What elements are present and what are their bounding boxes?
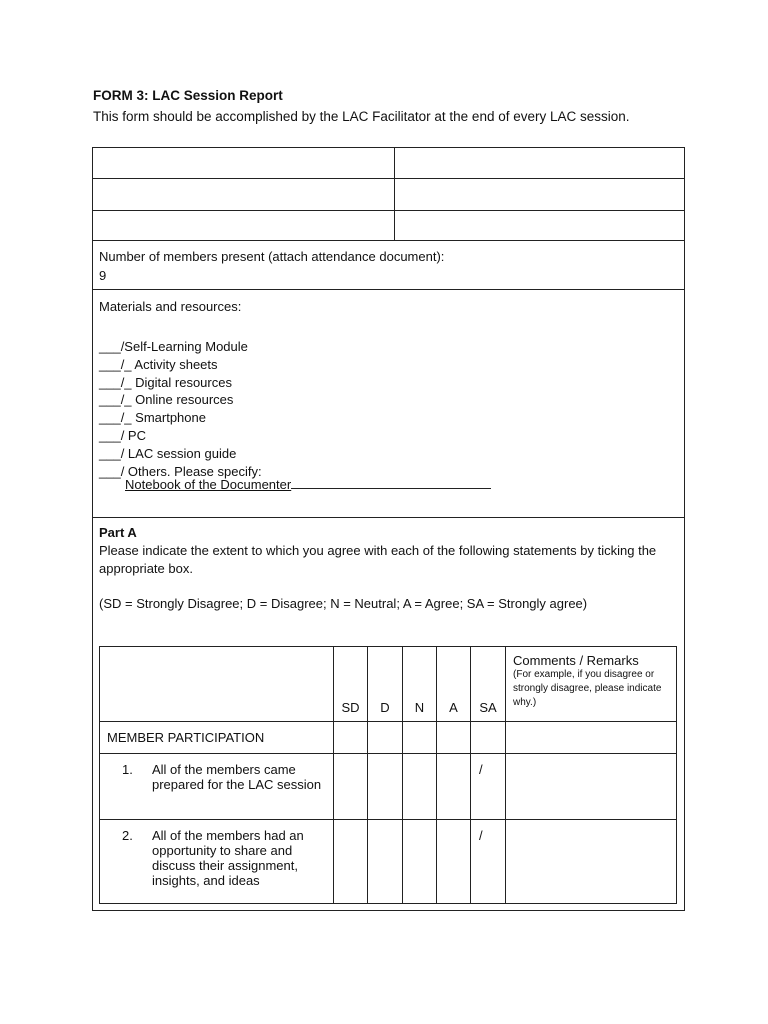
materials-checklist [99, 338, 262, 480]
form-title: FORM 3: LAC Session Report [93, 88, 283, 103]
checklist-item[interactable]: ___/ PC [99, 427, 146, 443]
statement-cell [100, 754, 334, 820]
rating-cell[interactable] [368, 722, 403, 754]
table-header-row [100, 647, 677, 722]
tick-mark: / [479, 762, 483, 777]
table-row [100, 820, 677, 904]
blank-field-1a[interactable] [93, 148, 393, 178]
row-divider [93, 289, 684, 290]
checklist-item[interactable]: ___/_ Activity sheets [99, 356, 218, 372]
part-a-title: Part A [99, 525, 137, 540]
scale-header-a: A [437, 647, 471, 722]
others-specify-value: Notebook of the Documenter [125, 477, 292, 492]
checklist-item[interactable]: ___/_ Online resources [99, 392, 234, 408]
members-label: Number of members present (attach attendance document): [99, 249, 445, 264]
members-count: 9 [99, 268, 107, 283]
statement-text: All of the members came prepared for the LAC session [152, 762, 322, 792]
specify-underline [291, 477, 491, 489]
comments-note: (For example, if you disagree or strongly disagree, please indicate why.) [513, 669, 662, 708]
form-subtitle: This form should be accomplished by the LAC Facilitator at the end of every LAC session. [93, 109, 630, 124]
comments-header [506, 647, 677, 722]
rating-cell[interactable] [437, 722, 471, 754]
blank-field-2b[interactable] [395, 179, 683, 209]
scale-header-sd: SD [334, 647, 368, 722]
checklist-item[interactable]: ___/Self-Learning Module [99, 339, 248, 354]
rating-cell-sd[interactable] [334, 754, 368, 820]
scale-header-sa: SA [471, 647, 506, 722]
rating-cell-sa[interactable] [471, 820, 506, 904]
blank-field-2a[interactable] [93, 179, 393, 209]
rating-cell-a[interactable] [437, 754, 471, 820]
comments-title: Comments / Remarks [513, 653, 639, 668]
tick-mark: / [479, 828, 483, 843]
statement-number: 2. [122, 828, 133, 843]
section-title: MEMBER PARTICIPATION [100, 722, 334, 754]
rating-cell-sa[interactable] [471, 754, 506, 820]
comments-cell[interactable] [506, 820, 677, 904]
checklist-item[interactable]: ___/ Others. Please specify: [99, 463, 262, 479]
rating-cell-d[interactable] [368, 754, 403, 820]
blank-field-1b[interactable] [395, 148, 683, 178]
row-divider [93, 240, 684, 241]
table-row [100, 754, 677, 820]
rating-table [99, 646, 677, 904]
materials-heading: Materials and resources: [99, 299, 242, 314]
others-specify-field[interactable] [125, 477, 491, 492]
blank-field-3a[interactable] [93, 211, 393, 240]
rating-cell-n[interactable] [403, 820, 437, 904]
rating-cell-a[interactable] [437, 820, 471, 904]
scale-legend: (SD = Strongly Disagree; D = Disagree; N = Neutral; A = Agree; SA = Strongly agree) [99, 596, 588, 611]
statement-cell [100, 820, 334, 904]
rating-cell[interactable] [403, 722, 437, 754]
section-row [100, 722, 677, 754]
rating-cell-n[interactable] [403, 754, 437, 820]
rating-cell-d[interactable] [368, 820, 403, 904]
rating-cell[interactable] [334, 722, 368, 754]
rating-cell[interactable] [471, 722, 506, 754]
statement-header-cell [100, 647, 334, 722]
checklist-item[interactable]: ___/ LAC session guide [99, 445, 237, 461]
row-divider [93, 517, 684, 518]
comments-cell[interactable] [506, 722, 677, 754]
statement-number: 1. [122, 762, 133, 777]
part-a-instruction: Please indicate the extent to which you agree with each of the following statements by ticking the appropriate box. [99, 543, 657, 576]
checklist-item[interactable]: ___/_ Smartphone [99, 410, 206, 426]
checklist-item[interactable]: ___/_ Digital resources [99, 374, 232, 390]
statement-text: All of the members had an opportunity to share and discuss their assignment, insights, and ideas [152, 828, 304, 888]
blank-field-3b[interactable] [395, 211, 683, 240]
rating-cell-sd[interactable] [334, 820, 368, 904]
scale-header-d: D [368, 647, 403, 722]
scale-header-n: N [403, 647, 437, 722]
comments-cell[interactable] [506, 754, 677, 820]
